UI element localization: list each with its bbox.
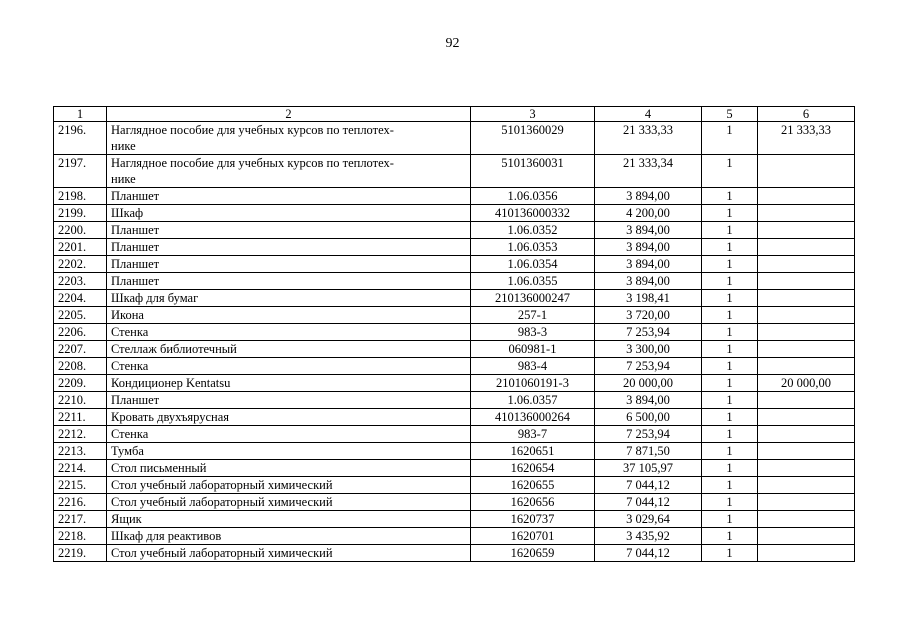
table-row <box>54 511 855 528</box>
total-amount <box>758 273 855 290</box>
item-name-line: Шкаф для бумаг <box>111 291 199 305</box>
unit-price: 3 894,00 <box>595 273 702 290</box>
total-amount <box>758 205 855 222</box>
item-name-line: Кровать двухъярусная <box>111 410 230 424</box>
inventory-code: 5101360029 <box>471 122 595 155</box>
table-row <box>54 341 855 358</box>
table-row <box>54 155 855 188</box>
item-name-line: Стеллаж библиотечный <box>111 342 237 356</box>
unit-price: 7 253,94 <box>595 426 702 443</box>
quantity: 1 <box>702 307 758 324</box>
row-number: 2209. <box>54 375 107 392</box>
row-number: 2207. <box>54 341 107 358</box>
item-name <box>107 341 471 358</box>
header-row <box>54 107 855 122</box>
total-amount <box>758 392 855 409</box>
row-number: 2206. <box>54 324 107 341</box>
row-number: 2211. <box>54 409 107 426</box>
table-row <box>54 256 855 273</box>
inventory-code: 1.06.0353 <box>471 239 595 256</box>
total-amount <box>758 256 855 273</box>
quantity: 1 <box>702 460 758 477</box>
item-name-continuation: нике <box>111 139 136 153</box>
row-number: 2202. <box>54 256 107 273</box>
table-row <box>54 358 855 375</box>
row-number: 2212. <box>54 426 107 443</box>
table-row <box>54 307 855 324</box>
unit-price: 3 300,00 <box>595 341 702 358</box>
inventory-code: 410136000264 <box>471 409 595 426</box>
inventory-code: 2101060191-3 <box>471 375 595 392</box>
unit-price: 7 044,12 <box>595 494 702 511</box>
item-name <box>107 545 471 562</box>
row-number: 2217. <box>54 511 107 528</box>
total-amount <box>758 477 855 494</box>
total-amount <box>758 222 855 239</box>
unit-price: 21 333,33 <box>595 122 702 155</box>
item-name <box>107 494 471 511</box>
header-col-6: 6 <box>758 107 855 122</box>
row-number: 2196. <box>54 122 107 155</box>
total-amount <box>758 155 855 188</box>
quantity: 1 <box>702 477 758 494</box>
quantity: 1 <box>702 222 758 239</box>
item-name-line: Наглядное пособие для учебных курсов по теплотех- <box>111 156 394 170</box>
inventory-code: 1620659 <box>471 545 595 562</box>
item-name-line: Планшет <box>111 257 160 271</box>
total-amount <box>758 307 855 324</box>
unit-price: 3 894,00 <box>595 392 702 409</box>
total-amount: 20 000,00 <box>758 375 855 392</box>
inventory-code: 1.06.0356 <box>471 188 595 205</box>
total-amount <box>758 460 855 477</box>
item-name-line: Стенка <box>111 325 149 339</box>
total-amount <box>758 443 855 460</box>
quantity: 1 <box>702 155 758 188</box>
item-name <box>107 528 471 545</box>
inventory-code: 983-7 <box>471 426 595 443</box>
row-number: 2204. <box>54 290 107 307</box>
quantity: 1 <box>702 494 758 511</box>
inventory-code: 410136000332 <box>471 205 595 222</box>
total-amount <box>758 324 855 341</box>
total-amount: 21 333,33 <box>758 122 855 155</box>
quantity: 1 <box>702 375 758 392</box>
item-name-line: Планшет <box>111 189 160 203</box>
quantity: 1 <box>702 122 758 155</box>
item-name <box>107 307 471 324</box>
inventory-code: 1.06.0352 <box>471 222 595 239</box>
row-number: 2208. <box>54 358 107 375</box>
quantity: 1 <box>702 290 758 307</box>
item-name-line: Стол учебный лабораторный химический <box>111 495 333 509</box>
item-name <box>107 409 471 426</box>
total-amount <box>758 341 855 358</box>
quantity: 1 <box>702 188 758 205</box>
unit-price: 3 720,00 <box>595 307 702 324</box>
row-number: 2198. <box>54 188 107 205</box>
row-number: 2219. <box>54 545 107 562</box>
unit-price: 3 894,00 <box>595 256 702 273</box>
quantity: 1 <box>702 256 758 273</box>
unit-price: 7 253,94 <box>595 324 702 341</box>
total-amount <box>758 358 855 375</box>
total-amount <box>758 426 855 443</box>
total-amount <box>758 188 855 205</box>
total-amount <box>758 494 855 511</box>
inventory-code: 1620655 <box>471 477 595 494</box>
item-name <box>107 392 471 409</box>
header-col-5: 5 <box>702 107 758 122</box>
unit-price: 6 500,00 <box>595 409 702 426</box>
quantity: 1 <box>702 426 758 443</box>
unit-price: 4 200,00 <box>595 205 702 222</box>
item-name-line: Шкаф для реактивов <box>111 529 222 543</box>
table-row <box>54 205 855 222</box>
item-name-line: Планшет <box>111 223 160 237</box>
inventory-code: 983-3 <box>471 324 595 341</box>
table-row <box>54 545 855 562</box>
item-name-line: Ящик <box>111 512 142 526</box>
row-number: 2200. <box>54 222 107 239</box>
quantity: 1 <box>702 409 758 426</box>
inventory-table <box>53 106 855 562</box>
unit-price: 20 000,00 <box>595 375 702 392</box>
table-row <box>54 494 855 511</box>
row-number: 2203. <box>54 273 107 290</box>
row-number: 2210. <box>54 392 107 409</box>
quantity: 1 <box>702 205 758 222</box>
unit-price: 3 894,00 <box>595 188 702 205</box>
item-name <box>107 324 471 341</box>
row-number: 2201. <box>54 239 107 256</box>
inventory-code: 1620701 <box>471 528 595 545</box>
item-name <box>107 155 471 188</box>
quantity: 1 <box>702 358 758 375</box>
unit-price: 7 871,50 <box>595 443 702 460</box>
unit-price: 3 894,00 <box>595 239 702 256</box>
table-row <box>54 409 855 426</box>
inventory-code: 983-4 <box>471 358 595 375</box>
quantity: 1 <box>702 273 758 290</box>
item-name-line: Планшет <box>111 274 160 288</box>
item-name-line: Стол письменный <box>111 461 207 475</box>
unit-price: 7 044,12 <box>595 545 702 562</box>
header-col-1: 1 <box>54 107 107 122</box>
item-name-line: Планшет <box>111 393 160 407</box>
quantity: 1 <box>702 528 758 545</box>
inventory-code: 1.06.0354 <box>471 256 595 273</box>
unit-price: 3 029,64 <box>595 511 702 528</box>
inventory-code: 060981-1 <box>471 341 595 358</box>
table-row <box>54 443 855 460</box>
item-name-line: Кондиционер Kentatsu <box>111 376 231 390</box>
inventory-code: 257-1 <box>471 307 595 324</box>
table-row <box>54 290 855 307</box>
quantity: 1 <box>702 341 758 358</box>
table-row <box>54 460 855 477</box>
item-name <box>107 290 471 307</box>
total-amount <box>758 528 855 545</box>
item-name <box>107 358 471 375</box>
item-name <box>107 443 471 460</box>
table-row <box>54 375 855 392</box>
unit-price: 21 333,34 <box>595 155 702 188</box>
total-amount <box>758 290 855 307</box>
item-name-line: Наглядное пособие для учебных курсов по теплотех- <box>111 123 394 137</box>
row-number: 2216. <box>54 494 107 511</box>
inventory-code: 1620737 <box>471 511 595 528</box>
item-name <box>107 477 471 494</box>
inventory-code: 1.06.0355 <box>471 273 595 290</box>
item-name <box>107 205 471 222</box>
row-number: 2213. <box>54 443 107 460</box>
unit-price: 3 894,00 <box>595 222 702 239</box>
quantity: 1 <box>702 511 758 528</box>
item-name-line: Планшет <box>111 240 160 254</box>
inventory-code: 1620656 <box>471 494 595 511</box>
total-amount <box>758 239 855 256</box>
unit-price: 3 435,92 <box>595 528 702 545</box>
item-name <box>107 511 471 528</box>
item-name <box>107 460 471 477</box>
header-col-4: 4 <box>595 107 702 122</box>
item-name-line: Тумба <box>111 444 144 458</box>
header-col-2: 2 <box>107 107 471 122</box>
item-name <box>107 222 471 239</box>
inventory-code: 1.06.0357 <box>471 392 595 409</box>
item-name <box>107 273 471 290</box>
header-col-3: 3 <box>471 107 595 122</box>
item-name-line: Икона <box>111 308 144 322</box>
item-name <box>107 188 471 205</box>
item-name <box>107 256 471 273</box>
inventory-code: 210136000247 <box>471 290 595 307</box>
page-number: 92 <box>445 36 460 51</box>
table-row <box>54 392 855 409</box>
row-number: 2205. <box>54 307 107 324</box>
table-row <box>54 324 855 341</box>
item-name <box>107 426 471 443</box>
unit-price: 7 253,94 <box>595 358 702 375</box>
item-name <box>107 239 471 256</box>
item-name <box>107 375 471 392</box>
table-row <box>54 477 855 494</box>
item-name-line: Стол учебный лабораторный химический <box>111 546 333 560</box>
table-row <box>54 239 855 256</box>
table-row <box>54 222 855 239</box>
quantity: 1 <box>702 392 758 409</box>
item-name <box>107 122 471 155</box>
quantity: 1 <box>702 239 758 256</box>
quantity: 1 <box>702 324 758 341</box>
quantity: 1 <box>702 443 758 460</box>
item-name-line: Стол учебный лабораторный химический <box>111 478 333 492</box>
item-name-line: Стенка <box>111 359 149 373</box>
inventory-code: 1620654 <box>471 460 595 477</box>
item-name-line: Стенка <box>111 427 149 441</box>
quantity: 1 <box>702 545 758 562</box>
table-row <box>54 273 855 290</box>
unit-price: 7 044,12 <box>595 477 702 494</box>
unit-price: 3 198,41 <box>595 290 702 307</box>
total-amount <box>758 545 855 562</box>
inventory-code: 5101360031 <box>471 155 595 188</box>
row-number: 2215. <box>54 477 107 494</box>
total-amount <box>758 409 855 426</box>
table-row <box>54 426 855 443</box>
item-name-continuation: нике <box>111 172 136 186</box>
row-number: 2218. <box>54 528 107 545</box>
row-number: 2214. <box>54 460 107 477</box>
unit-price: 37 105,97 <box>595 460 702 477</box>
total-amount <box>758 511 855 528</box>
table-row <box>54 528 855 545</box>
row-number: 2197. <box>54 155 107 188</box>
inventory-code: 1620651 <box>471 443 595 460</box>
row-number: 2199. <box>54 205 107 222</box>
table-row <box>54 188 855 205</box>
item-name-line: Шкаф <box>111 206 144 220</box>
table-row <box>54 122 855 155</box>
